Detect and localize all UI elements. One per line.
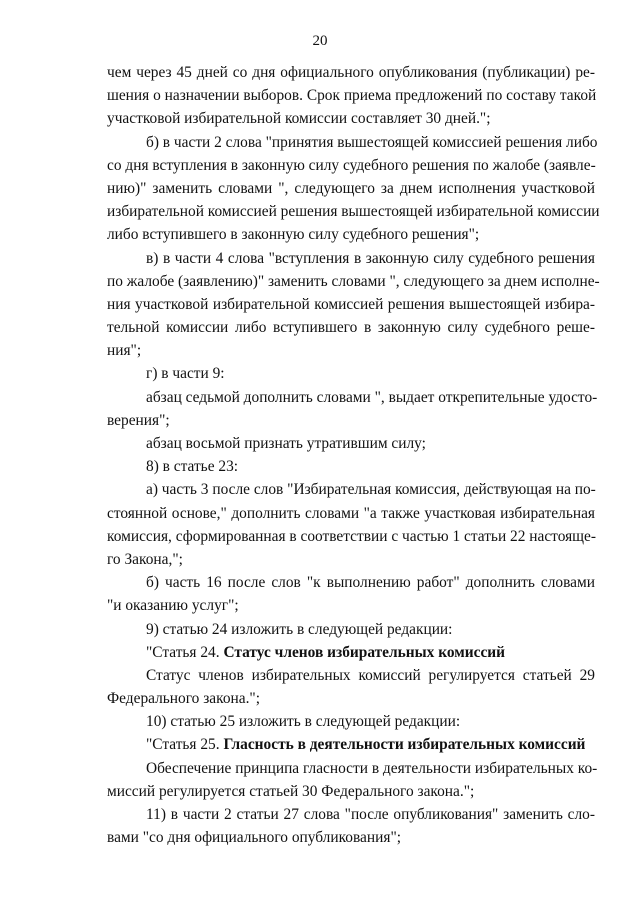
text-line: го Закона,"; bbox=[107, 550, 183, 568]
article-25-title: Гласность в деятельности избирательных комиссий bbox=[223, 736, 586, 754]
text-line: вами "со дня официального опубликования"; bbox=[107, 829, 401, 847]
article-25-prefix: "Статья 25. bbox=[146, 736, 224, 754]
text-line: шения о назначении выборов. Срок приема предложений по составу такой bbox=[107, 87, 597, 105]
text-line: участковой избирательной комиссии составляет 30 дней."; bbox=[107, 110, 491, 128]
text-line: 10) статью 25 изложить в следующей редакции: bbox=[146, 713, 461, 731]
article-25-heading bbox=[107, 733, 595, 756]
text-line: "и оказанию услуг"; bbox=[107, 597, 239, 615]
text-line: миссий регулируется статьей 30 Федерального закона."; bbox=[107, 782, 475, 800]
page-number: 20 bbox=[312, 33, 328, 49]
text-line: в) в части 4 слова "вступления в законную силу судебного решения bbox=[146, 249, 595, 267]
text-line: либо вступившего в законную силу судебного решения"; bbox=[107, 226, 480, 244]
text-line: чем через 45 дней со дня официального опубликования (публикации) ре- bbox=[107, 64, 595, 81]
text-line: ния"; bbox=[107, 342, 142, 360]
text-line: 9) статью 24 изложить в следующей редакции: bbox=[146, 620, 453, 638]
text-line: 11) в части 2 статьи 27 слова "после опубликования" заменить сло- bbox=[146, 806, 595, 823]
article-24-title: Статус членов избирательных комиссий bbox=[223, 643, 506, 661]
text-line: абзац восьмой признать утратившим силу; bbox=[146, 435, 426, 452]
text-line: Обеспечение принципа гласности в деятельности избирательных ко- bbox=[146, 759, 598, 777]
text-line: Статус членов избирательных комиссий регулируется статьей 29 bbox=[146, 666, 595, 684]
text-line: г) в части 9: bbox=[146, 365, 225, 383]
text-line: а) часть 3 после слов "Избирательная комиссия, действующая на по- bbox=[146, 481, 596, 499]
text-line: б) в части 2 слова "принятия вышестоящей комиссией решения либо bbox=[146, 133, 598, 151]
article-24-prefix: "Статья 24. bbox=[146, 643, 224, 661]
text-line: избирательной комиссией решения вышестоящей избирательной комиссии bbox=[107, 203, 600, 221]
text-line: абзац седьмой дополнить словами ", выдает открепительные удосто- bbox=[146, 388, 598, 406]
text-line: Федерального закона."; bbox=[107, 690, 260, 708]
text-line: нию)" заменить словами ", следующего за днем исполнения участковой bbox=[107, 179, 595, 197]
text-line: б) часть 16 после слов "к выполнению работ" дополнить словами bbox=[146, 574, 595, 592]
text-line: ния участковой избирательной комиссией решения вышестоящей избира- bbox=[107, 295, 595, 313]
text-line: верения"; bbox=[107, 411, 170, 429]
document-body bbox=[107, 61, 600, 849]
text-line: тельной комиссии либо вступившего в законную силу судебного реше- bbox=[107, 319, 595, 337]
text-line: 8) в статье 23: bbox=[146, 458, 239, 476]
article-24-heading bbox=[107, 641, 595, 664]
text-line: комиссия, сформированная в соответствии с частью 1 статьи 22 настояще- bbox=[107, 527, 596, 545]
text-line: по жалобе (заявлению)" заменить словами ", следующего за днем исполне- bbox=[107, 272, 600, 290]
text-line: стоянной основе," дополнить словами "а также участковая избирательная bbox=[107, 504, 595, 522]
text-line: со дня вступления в законную силу судебного решения по жалобе (заявле- bbox=[107, 156, 596, 174]
